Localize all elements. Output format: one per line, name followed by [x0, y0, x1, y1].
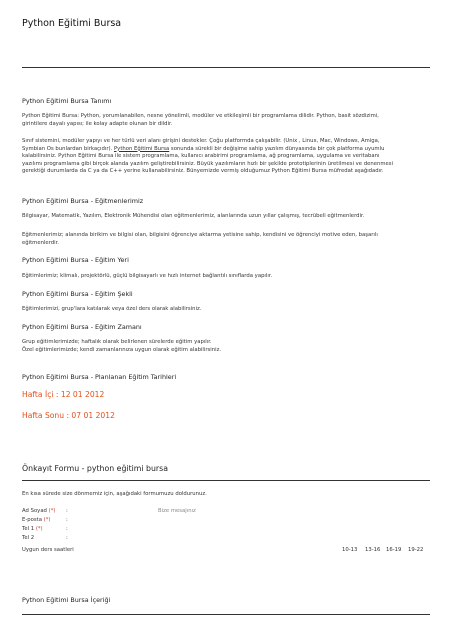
paragraph-line: Bilgisayar, Matematik, Yazılım, Elektronik Mühendisi olan eğitmenlerimiz, alanlarında uzun yıllar çalışmış, tecrübeli eğitmenlerdir. [22, 213, 365, 219]
section-heading-icerik: Python Eğitimi Bursa İçeriği [22, 596, 111, 604]
hafta-sonu-date: Hafta Sonu : 07 01 2012 [22, 411, 115, 420]
paragraph-line: Grup eğitimlerimizde; haftalık olarak belirlenen sürelerde eğitim yapılır. [22, 339, 212, 345]
paragraph-line: yazılımı programlama gibi birçok alanda yazılım geliştirebilirsiniz. Büyük yazılımların hızlı bir şekilde prototiplerinin üretilmesi ve denenmesi [22, 160, 393, 167]
form-title: Önkayıt Formu - python eğitimi bursa [22, 464, 168, 473]
paragraph-text: Symbian Os bunlardan birkaçıdır). [22, 145, 114, 152]
paragraph-line: girintilere dayalı yapısı; ile kolay adapte olunan bir dildir. [22, 120, 173, 127]
paragraph-line: Eğitmenlerimiz; alanında birikim ve bilgisi olan, bilgisini öğrenciye aktarma yetisine sahip, kendisini ve öğrenciyi motive eden, başarılı [22, 232, 378, 238]
paragraph-line: Özel eğitimlerimizde; kendi zamanlarınıza uygun olarak eğitim alabilirsiniz. [22, 346, 222, 353]
paragraph-sekli [22, 306, 432, 314]
paragraph-text: sonunda sürekli bir değişime sahip yazılım dünyasında bir çok platforma uyumlu [169, 145, 385, 152]
form-divider [22, 480, 430, 481]
eposta-label [22, 517, 50, 523]
paragraph-zamani [22, 339, 432, 354]
field-label-text: Ad Soyad [22, 508, 47, 514]
section-heading-yeri: Python Eğitimi Bursa - Eğitim Yeri [22, 256, 129, 264]
section-heading-tarihler: Python Eğitimi Bursa - Planlanan Eğitim Tarihleri [22, 373, 177, 381]
section-heading-sekli: Python Eğitimi Bursa - Eğitim Şekli [22, 290, 133, 298]
paragraph-line: eğitmenlerdir. [22, 239, 59, 246]
paragraph-line: Eğitimlerimizi, grup'lara katılarak veya özel ders olarak alabilirsiniz. [22, 306, 202, 312]
hours-option-13-16[interactable]: 13-16 [365, 547, 381, 553]
ad-soyad-input[interactable]: : [66, 508, 68, 514]
paragraph-line: kalabilirsiniz. Python Eğitimi Bursa ile sistem programlama, kullanıcı arabirimi programlama, ağ programlama, uygulama ve veritabanı [22, 153, 380, 160]
hours-label: Uygun ders saatleri [22, 547, 74, 553]
tel2-input[interactable]: : [66, 535, 68, 541]
tel1-input[interactable]: : [66, 526, 68, 532]
paragraph-tanimi-1 [22, 113, 432, 128]
hours-option-19-22[interactable]: 19-22 [408, 547, 424, 553]
section-heading-egitmen: Python Eğitimi Bursa - Eğitmenlerimiz [22, 197, 144, 205]
paragraph-line: gerektiği durumlarda da C ya da C++ yerine kullanabilirsiniz. Bünyemizde vermiş olduğumuz Python Eğitimi Bursa müfredat aşağıdadır. [22, 168, 384, 175]
field-label-text: Tel 1 [22, 526, 35, 532]
paragraph-yeri [22, 273, 432, 281]
python-egitimi-bursa-link[interactable]: Python Eğitimi Bursa [113, 145, 170, 152]
message-textarea[interactable]: Bize mesajınız [158, 508, 196, 514]
paragraph-line: Sınıf sistemini, modüler yapıyı ve her türlü veri alanı girişini destekler. Çoğu platformda çalışabilir. (Unix , Linux, Mac, Windows, Amiga, [22, 138, 380, 144]
form-intro [22, 491, 432, 499]
field-label-text: E-posta [22, 517, 42, 523]
section-heading-tanimi: Python Eğitimi Bursa Tanımı [22, 97, 112, 105]
tel1-label [22, 526, 43, 532]
field-label-text: Tel 2 [22, 535, 35, 541]
paragraph-line: Eğitimlerimiz; klimalı, projektörlü, güçlü bilgisayarlı ve hızlı internet bağlantılı sınıflarda yapılır. [22, 273, 273, 279]
hours-option-10-13[interactable]: 10-13 [342, 547, 358, 553]
required-marker: (*) [43, 517, 51, 523]
hours-option-16-19[interactable]: 16-19 [386, 547, 402, 553]
paragraph-line: Python Eğitimi Bursa: Python, yorumlanabilen, nesne yönelimli, modüler ve etkileşimli bir programlama dilidir. Python, basit sözdizimi, [22, 113, 379, 119]
paragraph-egitmen-1 [22, 213, 432, 221]
required-marker: (*) [35, 526, 43, 532]
paragraph-tanimi-2 [22, 138, 432, 176]
paragraph-line: En kısa sürede size dönmemiz için, aşağıdaki formumuzu doldurunuz. [22, 491, 207, 497]
hafta-ici-date: Hafta İçi : 12 01 2012 [22, 390, 105, 399]
section-heading-zamani: Python Eğitimi Bursa - Eğitim Zamanı [22, 323, 142, 331]
paragraph-egitmen-2 [22, 232, 432, 247]
page-title: Python Eğitimi Bursa [22, 18, 122, 29]
eposta-input[interactable]: : [66, 517, 68, 523]
required-marker: (*) [48, 508, 56, 514]
header-divider [22, 67, 430, 68]
tel2-label [22, 535, 34, 541]
ad-soyad-label [22, 508, 55, 514]
footer-divider [22, 614, 430, 615]
